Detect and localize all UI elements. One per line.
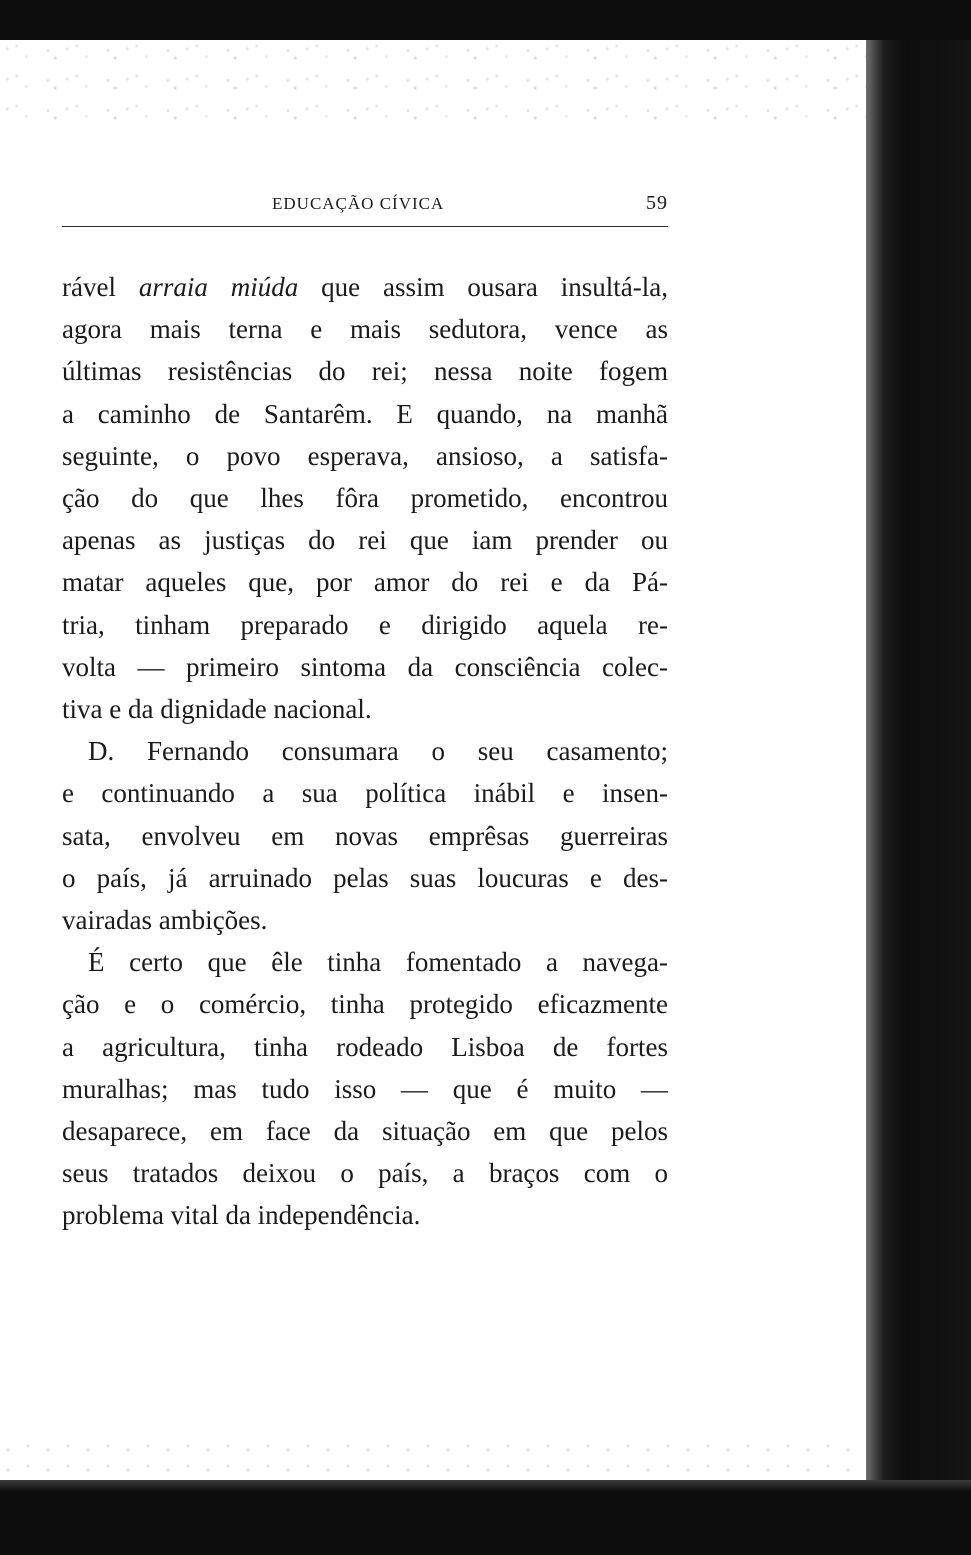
text-line: tiva e da dignidade nacional. xyxy=(62,694,372,725)
header-rule xyxy=(62,226,668,227)
text-line: seguinte, o povo esperava, ansioso, a satisfa- xyxy=(62,440,668,471)
running-title: EDUCAÇÃO CÍVICA xyxy=(272,194,445,213)
text-line: e continuando a sua política inábil e insen- xyxy=(62,778,668,809)
text-line: seus tratados deixou o país, a braços com o xyxy=(62,1158,668,1189)
paragraph xyxy=(62,730,668,941)
text-line: agora mais terna e mais sedutora, vence as xyxy=(62,314,668,345)
italic-phrase: arraia miúda xyxy=(138,272,299,302)
text-line: a caminho de Santarêm. E quando, na manhã xyxy=(62,398,668,429)
text-line: muralhas; mas tudo isso — que é muito — xyxy=(62,1073,668,1104)
paragraph xyxy=(62,941,668,1236)
text-line: rável arraia miúda que assim ousara insultá-la, xyxy=(62,272,668,302)
text-line: D. Fernando consumara o seu casamento; xyxy=(88,736,668,767)
text-line: o país, já arruinado pelas suas loucuras e des- xyxy=(62,862,668,893)
scan-noise-bottom xyxy=(0,1440,866,1480)
text-line: volta — primeiro sintoma da consciência colec- xyxy=(62,651,668,682)
text-line: sata, envolveu em novas emprêsas guerreiras xyxy=(62,820,668,851)
running-head xyxy=(62,186,668,226)
body-text xyxy=(62,266,668,1237)
page-number: 59 xyxy=(646,192,668,214)
text-line: vairadas ambições. xyxy=(62,905,268,936)
text-line: tria, tinham preparado e dirigido aquela re- xyxy=(62,609,668,640)
text-line: apenas as justiças do rei que iam prender ou xyxy=(62,525,668,556)
text-line: últimas resistências do rei; nessa noite fogem xyxy=(62,356,668,387)
text-line: matar aqueles que, por amor do rei e da Pá- xyxy=(62,567,668,598)
book-page xyxy=(62,186,668,1237)
text-line: ção e o comércio, tinha protegido eficazmente xyxy=(62,989,668,1020)
text-line: a agricultura, tinha rodeado Lisboa de fortes xyxy=(62,1031,668,1062)
text-line: problema vital da independência. xyxy=(62,1200,421,1231)
paragraph xyxy=(62,266,668,730)
scan-border-right xyxy=(866,40,971,1480)
scan-border-bottom xyxy=(0,1480,971,1555)
text-line: ção do que lhes fôra prometido, encontrou xyxy=(62,483,668,514)
text-line: desaparece, em face da situação em que pelos xyxy=(62,1116,668,1147)
scan-noise-top xyxy=(0,40,866,130)
scan-border-top xyxy=(0,0,971,40)
text-line: É certo que êle tinha fomentado a navega- xyxy=(88,947,668,978)
